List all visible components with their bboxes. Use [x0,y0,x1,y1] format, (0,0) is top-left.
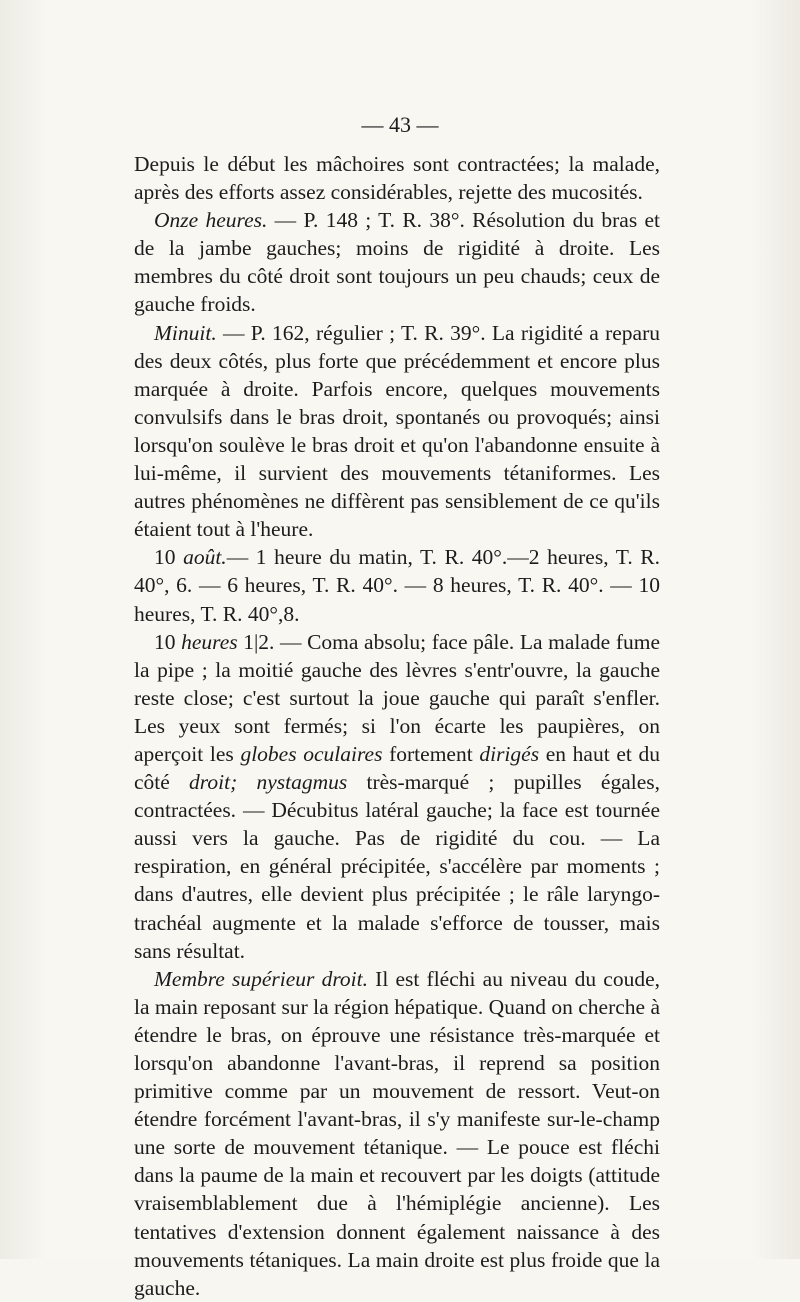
paragraph-6 [134,965,660,1302]
emphasis-globes-oculaires: globes oculaires [240,741,383,766]
time-label-heures: heures [181,629,238,654]
body-text [134,150,660,1302]
paragraph-6-text: Il est fléchi au niveau du coude, la main reposant sur la région hépatique. Quand on cherche à étendre le bras, on éprouve une résistance très-marquée et lorsqu'on abandonne l'avant-bras, il reprend sa position primitive comme par un mouvement de ressort. Veut-on étendre forcément l'avant-bras, il s'y manifeste sur-le-champ une sorte de mouvement tétanique. — Le pouce est fléchi dans la paume de la main et recouvert par les doigts (attitude vraisemblablement due à l'hémiplégie ancienne). Les tentatives d'extension donnent également naissance à des mouvements tétaniques. La main droite est plus froide que la gauche. [134,966,660,1300]
date-label-aout: août. [183,545,227,570]
hour-number: 10 [154,629,182,654]
paragraph-2 [134,206,660,318]
date-number: 10 [154,545,184,570]
paragraph-5-text-c: en haut et du côté [134,741,661,795]
paragraph-2-text: — P. 148 ; T. R. 38°. Résolution du bras et de la jambe gauches; moins de rigidité à droite. Les membres du côté droit sont toujours un peu chauds; ceux de gauche froids. [134,208,661,317]
paragraph-3 [134,319,660,544]
time-label-onze-heures: Onze heures. [154,208,268,233]
paragraph-5-text-a: 1|2. — Coma absolu; face pâle. La malade fume la pipe ; la moitié gauche des lèvres s'entr'ouvre, la gauche reste close; c'est surtout la joue gauche qui paraît s'enfler. Les yeux sont fermés; si l'on écarte les paupières, on aperçoit les [134,629,660,766]
paragraph-3-text: — P. 162, régulier ; T. R. 39°. La rigidité a reparu des deux côtés, plus forte que précédemment et encore plus marquée à droite. Parfois encore, quelques mouvements convulsifs dans le bras droit, spontanés ou provoqués; ainsi lorsqu'on soulève le bras droit et qu'on l'abandonne ensuite à lui-même, il survient des mouvements tétaniformes. Les autres phénomènes ne diffèrent pas sensiblement de ce qu'ils étaient tout à l'heure. [134,320,660,542]
paragraph-4 [134,543,660,627]
paragraph-5-text-b: fortement [382,741,480,766]
paragraph-5 [134,628,660,965]
paragraph-1: Depuis le début les mâchoires sont contractées; la malade, après des efforts assez considérables, rejette des mucosités. [134,152,660,205]
time-label-minuit: Minuit. [154,320,217,345]
emphasis-diriges: dirigés [479,741,540,766]
emphasis-droit-nystagmus: droit; nystagmus [189,770,348,795]
paragraph-5-text-d: très-marqué ; pupilles égales, contractées. — Décubitus latéral gauche; la face est tournée aussi vers la gauche. Pas de rigidité du cou. — La respiration, en général précipitée, s'accélère par moments ; dans d'autres, elle devient plus précipitée ; le râle laryngo-trachéal augmente et la malade s'efforce de tousser, mais sans résultat. [134,770,660,963]
page-number: — 43 — [361,112,439,137]
paragraph-4-text: — 1 heure du matin, T. R. 40°.—2 heures, T. R. 40°, 6. — 6 heures, T. R. 40°. — 8 heures, T. R. 40°. — 10 heures, T. R. 40°,8. [134,545,660,626]
section-label-membre-superieur-droit: Membre supérieur droit. [154,966,368,991]
